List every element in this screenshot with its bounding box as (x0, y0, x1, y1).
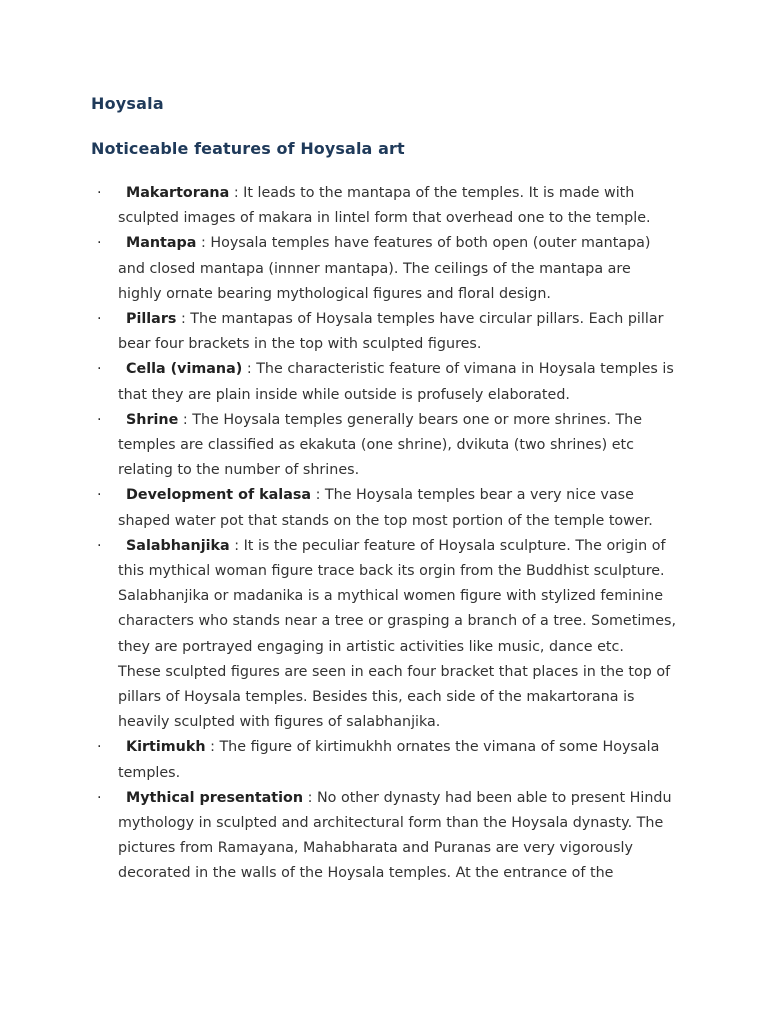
item-description: : The mantapas of Hoysala temples have circular pillars. Each pillar bear four brackets in the top with sculpted figures. (118, 311, 664, 353)
bullet-icon: · (97, 311, 102, 328)
page-title: Hoysala (91, 94, 164, 113)
bullet-icon: · (97, 185, 102, 201)
item-term: Mantapa (126, 235, 197, 252)
list-item-makartorana (0, 181, 678, 231)
item-extra-paragraph: These sculpted figures are seen in each four bracket that places in the top of pillars of Hoysala temples. Besides this, each side of the makartorana is heavily sculpted with figures of salabhanjika. (118, 663, 671, 731)
item-description: : It leads to the mantapa of the temples. It is made with sculpted images of makara in lintel form that overhead one to the temple. (118, 185, 651, 227)
bullet-icon: · (97, 789, 102, 806)
item-term: Development of kalasa (126, 487, 312, 504)
bullet-icon: · (97, 235, 102, 252)
bullet-icon: · (97, 411, 102, 428)
item-term: Mythical presentation (126, 789, 304, 806)
bullet-icon: · (97, 537, 102, 554)
item-description: : The Hoysala temples generally bears one or more shrines. The temples are classified as ekakuta (one shrine), dvikuta (two shrines) etc relating to the number of shrines. (118, 411, 643, 479)
list-item-pillars (0, 307, 678, 357)
bullet-icon: · (97, 739, 102, 756)
list-item-kalasa (0, 483, 678, 533)
item-term: Makartorana (126, 185, 230, 201)
item-term: Pillars (126, 311, 177, 328)
list-item-mythical-presentation (0, 786, 678, 887)
list-item-salabhanjika (0, 534, 678, 736)
section-heading: Noticeable features of Hoysala art (91, 139, 405, 158)
bullet-icon: · (97, 487, 102, 504)
list-item-mantapa (0, 231, 678, 307)
list-item-shrine (0, 408, 678, 484)
item-term: Shrine (126, 411, 179, 428)
bullet-icon: · (97, 361, 102, 378)
item-term: Cella (vimana) (126, 361, 243, 378)
item-description: : The figure of kirtimukhh ornates the vimana of some Hoysala temples. (118, 739, 660, 781)
item-description: : The Hoysala temples bear a very nice vase shaped water pot that stands on the top most portion of the temple tower. (118, 487, 653, 529)
item-description: : It is the peculiar feature of Hoysala sculpture. The origin of this mythical woman figure trace back its orgin from the Buddhist sculpture. Salabhanjika or madanika is a mythical women figure with stylized feminine characters who stands near a tree or grasping a branch of a tree. Sometimes, they are portrayed engaging in artistic activities like music, dance etc. (118, 537, 677, 655)
item-description: : No other dynasty had been able to present Hindu mythology in sculpted and architectural form than the Hoysala dynasty. The pictures from Ramayana, Mahabharata and Puranas are very vigorously decorated in the walls of the Hoysala temples. At the entrance of the (118, 789, 672, 882)
list-item-cella (0, 357, 678, 407)
item-description: : The characteristic feature of vimana in Hoysala temples is that they are plain inside while outside is profusely elaborated. (118, 361, 674, 403)
list-item-kirtimukh (0, 735, 678, 785)
item-term: Salabhanjika (126, 537, 230, 554)
item-term: Kirtimukh (126, 739, 206, 756)
feature-list (0, 181, 768, 887)
item-description: : Hoysala temples have features of both open (outer mantapa) and closed mantapa (innner mantapa). The ceilings of the mantapa are highly ornate bearing mythological figures and floral design. (118, 235, 651, 302)
